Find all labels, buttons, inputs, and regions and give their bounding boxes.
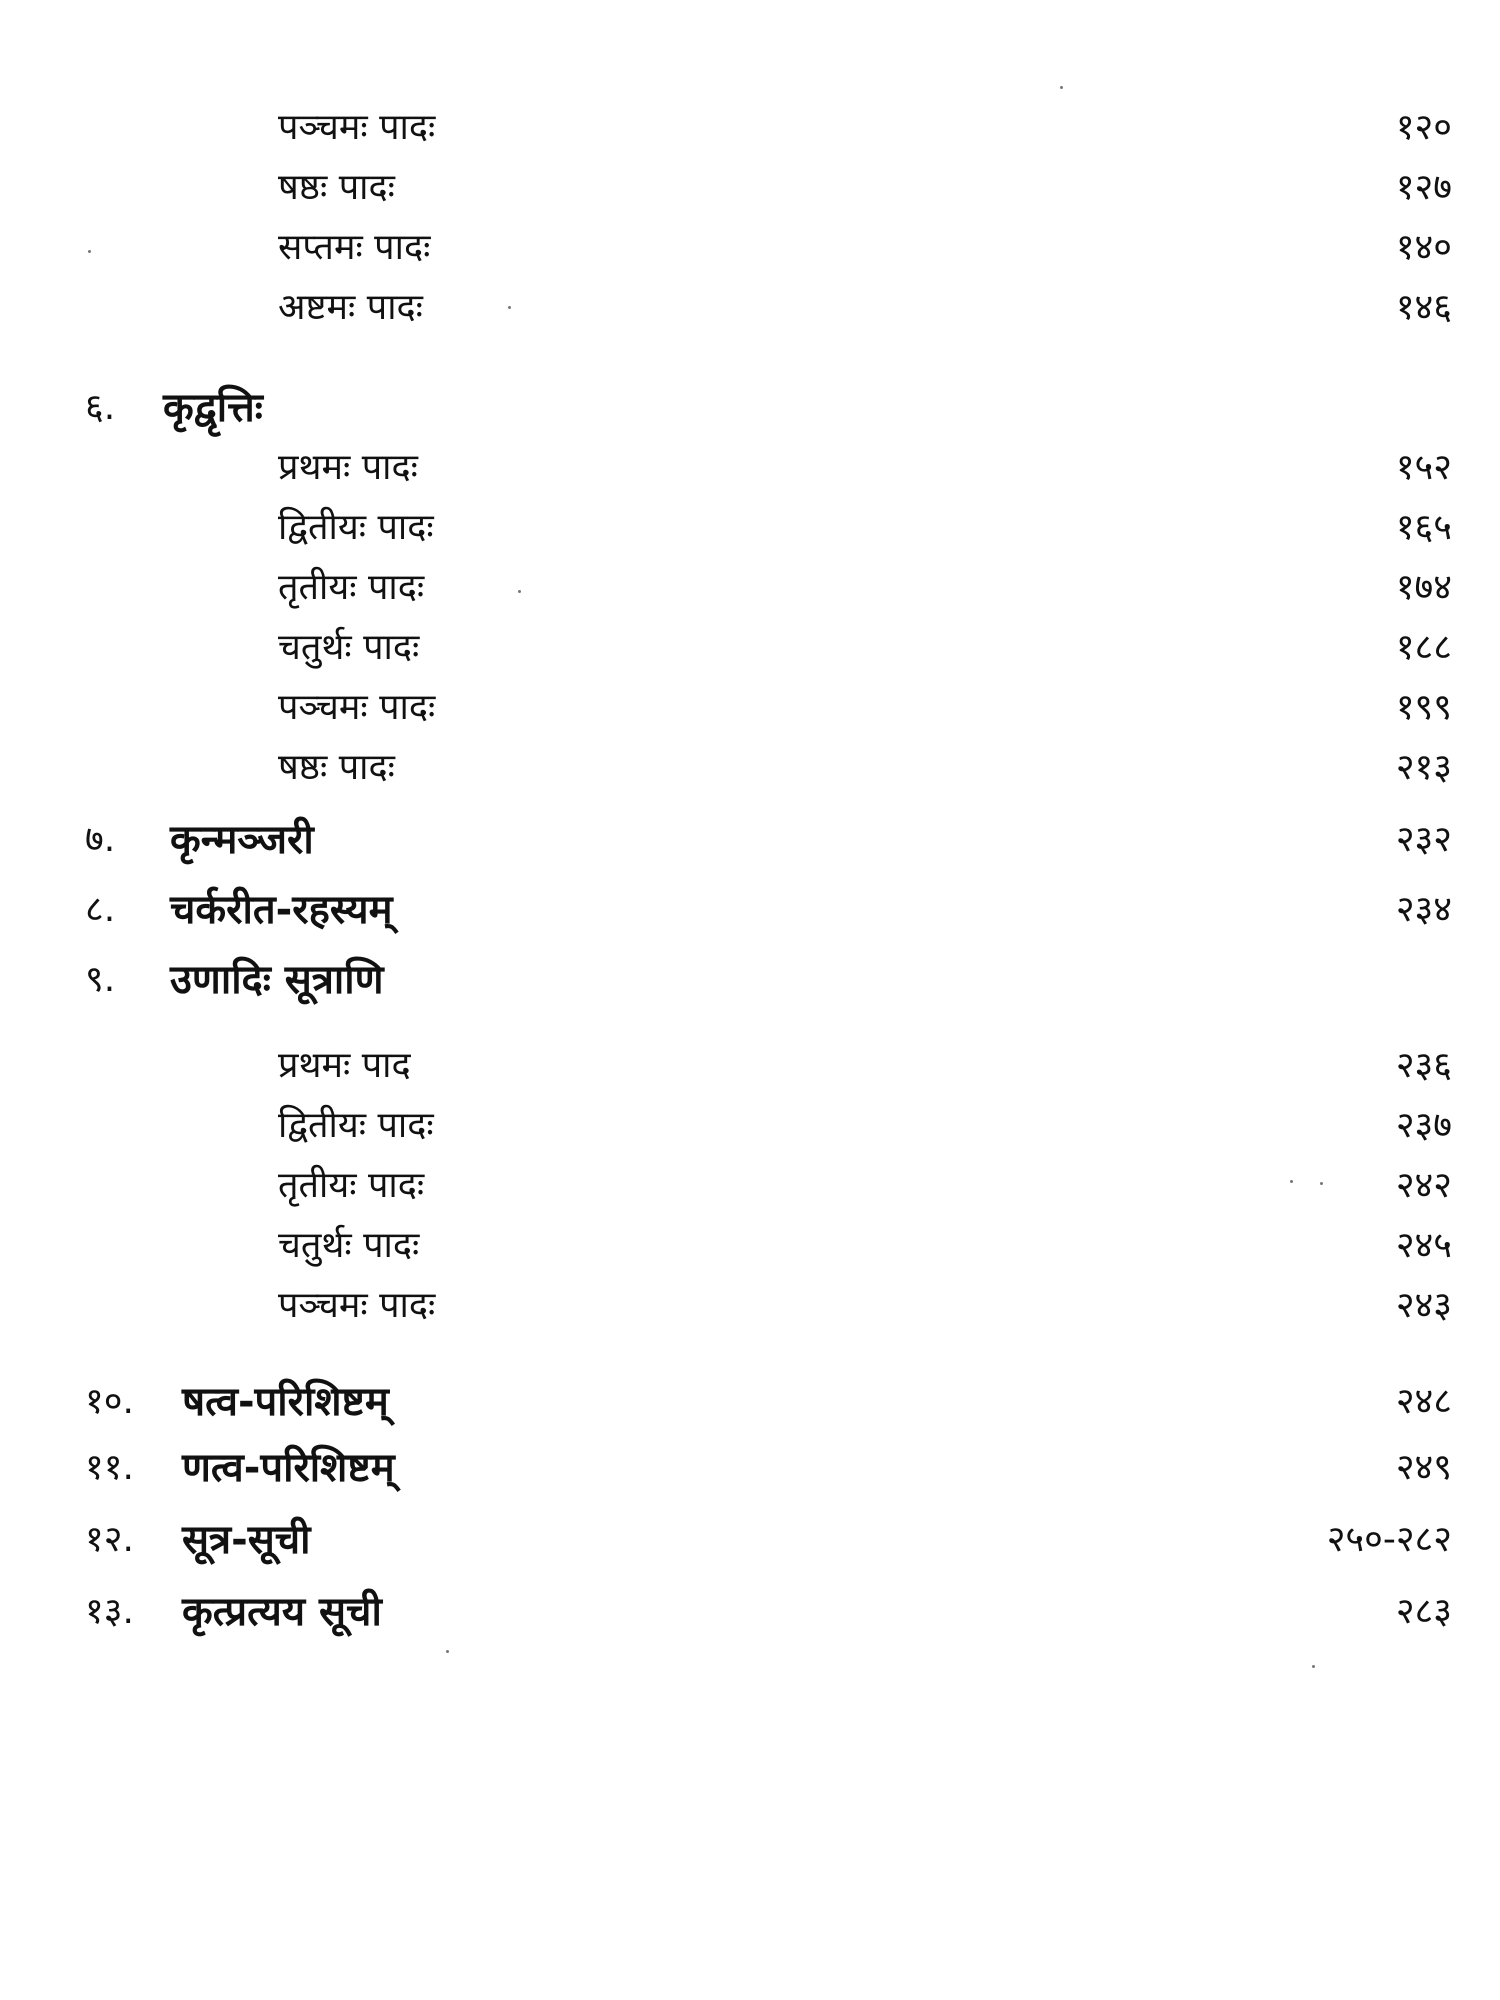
subentry-title: चतुर्थः पादः xyxy=(278,1225,420,1266)
page-number: १८८ xyxy=(1395,627,1452,668)
subentry-title: प्रथमः पाद xyxy=(278,1045,411,1086)
section-number: १२. xyxy=(85,1519,134,1560)
scan-speck xyxy=(446,1650,449,1653)
section-title: उणादिः सूत्राणि xyxy=(170,957,384,1003)
page-number: २३६ xyxy=(1395,1045,1452,1086)
subentry-title: षष्ठः पादः xyxy=(278,167,395,208)
toc-section-heading xyxy=(0,1438,1500,1498)
subentry-title: पञ्चमः पादः xyxy=(278,107,436,148)
page-number: २१३ xyxy=(1395,747,1452,788)
toc-subentry xyxy=(0,1216,1500,1276)
toc-section-heading xyxy=(0,1372,1500,1432)
page-number: २४३ xyxy=(1395,1285,1452,1326)
toc-subentry xyxy=(0,438,1500,498)
subentry-title: द्वितीयः पादः xyxy=(278,1105,434,1146)
toc-section-heading xyxy=(0,880,1500,940)
page-number: १४६ xyxy=(1395,287,1452,328)
scan-speck xyxy=(1060,86,1063,89)
page-number: १७४ xyxy=(1395,567,1452,608)
section-number: ६. xyxy=(85,387,116,428)
scan-speck xyxy=(508,306,511,309)
page-number: १९९ xyxy=(1395,687,1452,728)
page-number: २८३ xyxy=(1395,1591,1452,1632)
page-number: २४५ xyxy=(1395,1225,1452,1266)
section-title: कृद्वृत्तिः xyxy=(163,385,263,431)
page-number: २३४ xyxy=(1395,889,1452,930)
scan-speck xyxy=(1320,1182,1323,1185)
toc-subentry xyxy=(0,678,1500,738)
section-number: ७. xyxy=(85,819,116,860)
toc-subentry xyxy=(0,278,1500,338)
toc-subentry xyxy=(0,158,1500,218)
toc-subentry xyxy=(0,1156,1500,1216)
toc-section-heading xyxy=(0,1582,1500,1642)
page-number: १६५ xyxy=(1395,507,1452,548)
toc-subentry xyxy=(0,218,1500,278)
page-number: २३७ xyxy=(1395,1105,1452,1146)
page-number: २४९ xyxy=(1395,1447,1452,1488)
scan-speck xyxy=(518,590,521,593)
subentry-title: पञ्चमः पादः xyxy=(278,1285,436,1326)
section-title: षत्व-परिशिष्टम् xyxy=(182,1379,389,1425)
toc-subentry xyxy=(0,98,1500,158)
toc-subentry xyxy=(0,1096,1500,1156)
page-number: २५०-२८२ xyxy=(1326,1519,1452,1560)
page-number: १५२ xyxy=(1395,447,1452,488)
subentry-title: तृतीयः पादः xyxy=(278,1165,425,1206)
subentry-title: सप्तमः पादः xyxy=(278,227,431,268)
toc-subentry xyxy=(0,1036,1500,1096)
subentry-title: चतुर्थः पादः xyxy=(278,627,420,668)
subentry-title: प्रथमः पादः xyxy=(278,447,418,488)
toc-subentry xyxy=(0,558,1500,618)
section-number: १३. xyxy=(85,1591,134,1632)
toc-section-heading xyxy=(0,1510,1500,1570)
toc-section-heading xyxy=(0,950,1500,1010)
scan-speck xyxy=(1290,1180,1293,1183)
subentry-title: पञ्चमः पादः xyxy=(278,687,436,728)
scan-speck xyxy=(1312,1665,1315,1668)
section-number: ११. xyxy=(85,1447,134,1488)
section-number: ९. xyxy=(85,959,116,1000)
toc-section-heading xyxy=(0,810,1500,870)
toc-subentry xyxy=(0,1276,1500,1336)
subentry-title: तृतीयः पादः xyxy=(278,567,425,608)
subentry-title: अष्टमः पादः xyxy=(278,287,423,328)
toc-subentry xyxy=(0,738,1500,798)
section-title: चर्करीत-रहस्यम् xyxy=(170,887,393,933)
page-number: १२० xyxy=(1395,107,1452,148)
section-title: णत्व-परिशिष्टम् xyxy=(182,1445,395,1491)
section-title: सूत्र-सूची xyxy=(182,1517,311,1563)
toc-subentry xyxy=(0,498,1500,558)
page-number: २३२ xyxy=(1395,819,1452,860)
section-number: ८. xyxy=(85,889,116,930)
section-title: कृत्प्रत्यय सूची xyxy=(182,1589,382,1635)
page-number: १२७ xyxy=(1395,167,1452,208)
subentry-title: षष्ठः पादः xyxy=(278,747,395,788)
page-number: १४० xyxy=(1395,227,1452,268)
page-number: २४२ xyxy=(1395,1165,1452,1206)
subentry-title: द्वितीयः पादः xyxy=(278,507,434,548)
page-number: २४८ xyxy=(1395,1381,1452,1422)
toc-section-heading xyxy=(0,378,1500,438)
toc-subentry xyxy=(0,618,1500,678)
section-number: १०. xyxy=(85,1381,134,1422)
scan-speck xyxy=(88,250,91,253)
section-title: कृन्मञ्जरी xyxy=(170,817,314,863)
